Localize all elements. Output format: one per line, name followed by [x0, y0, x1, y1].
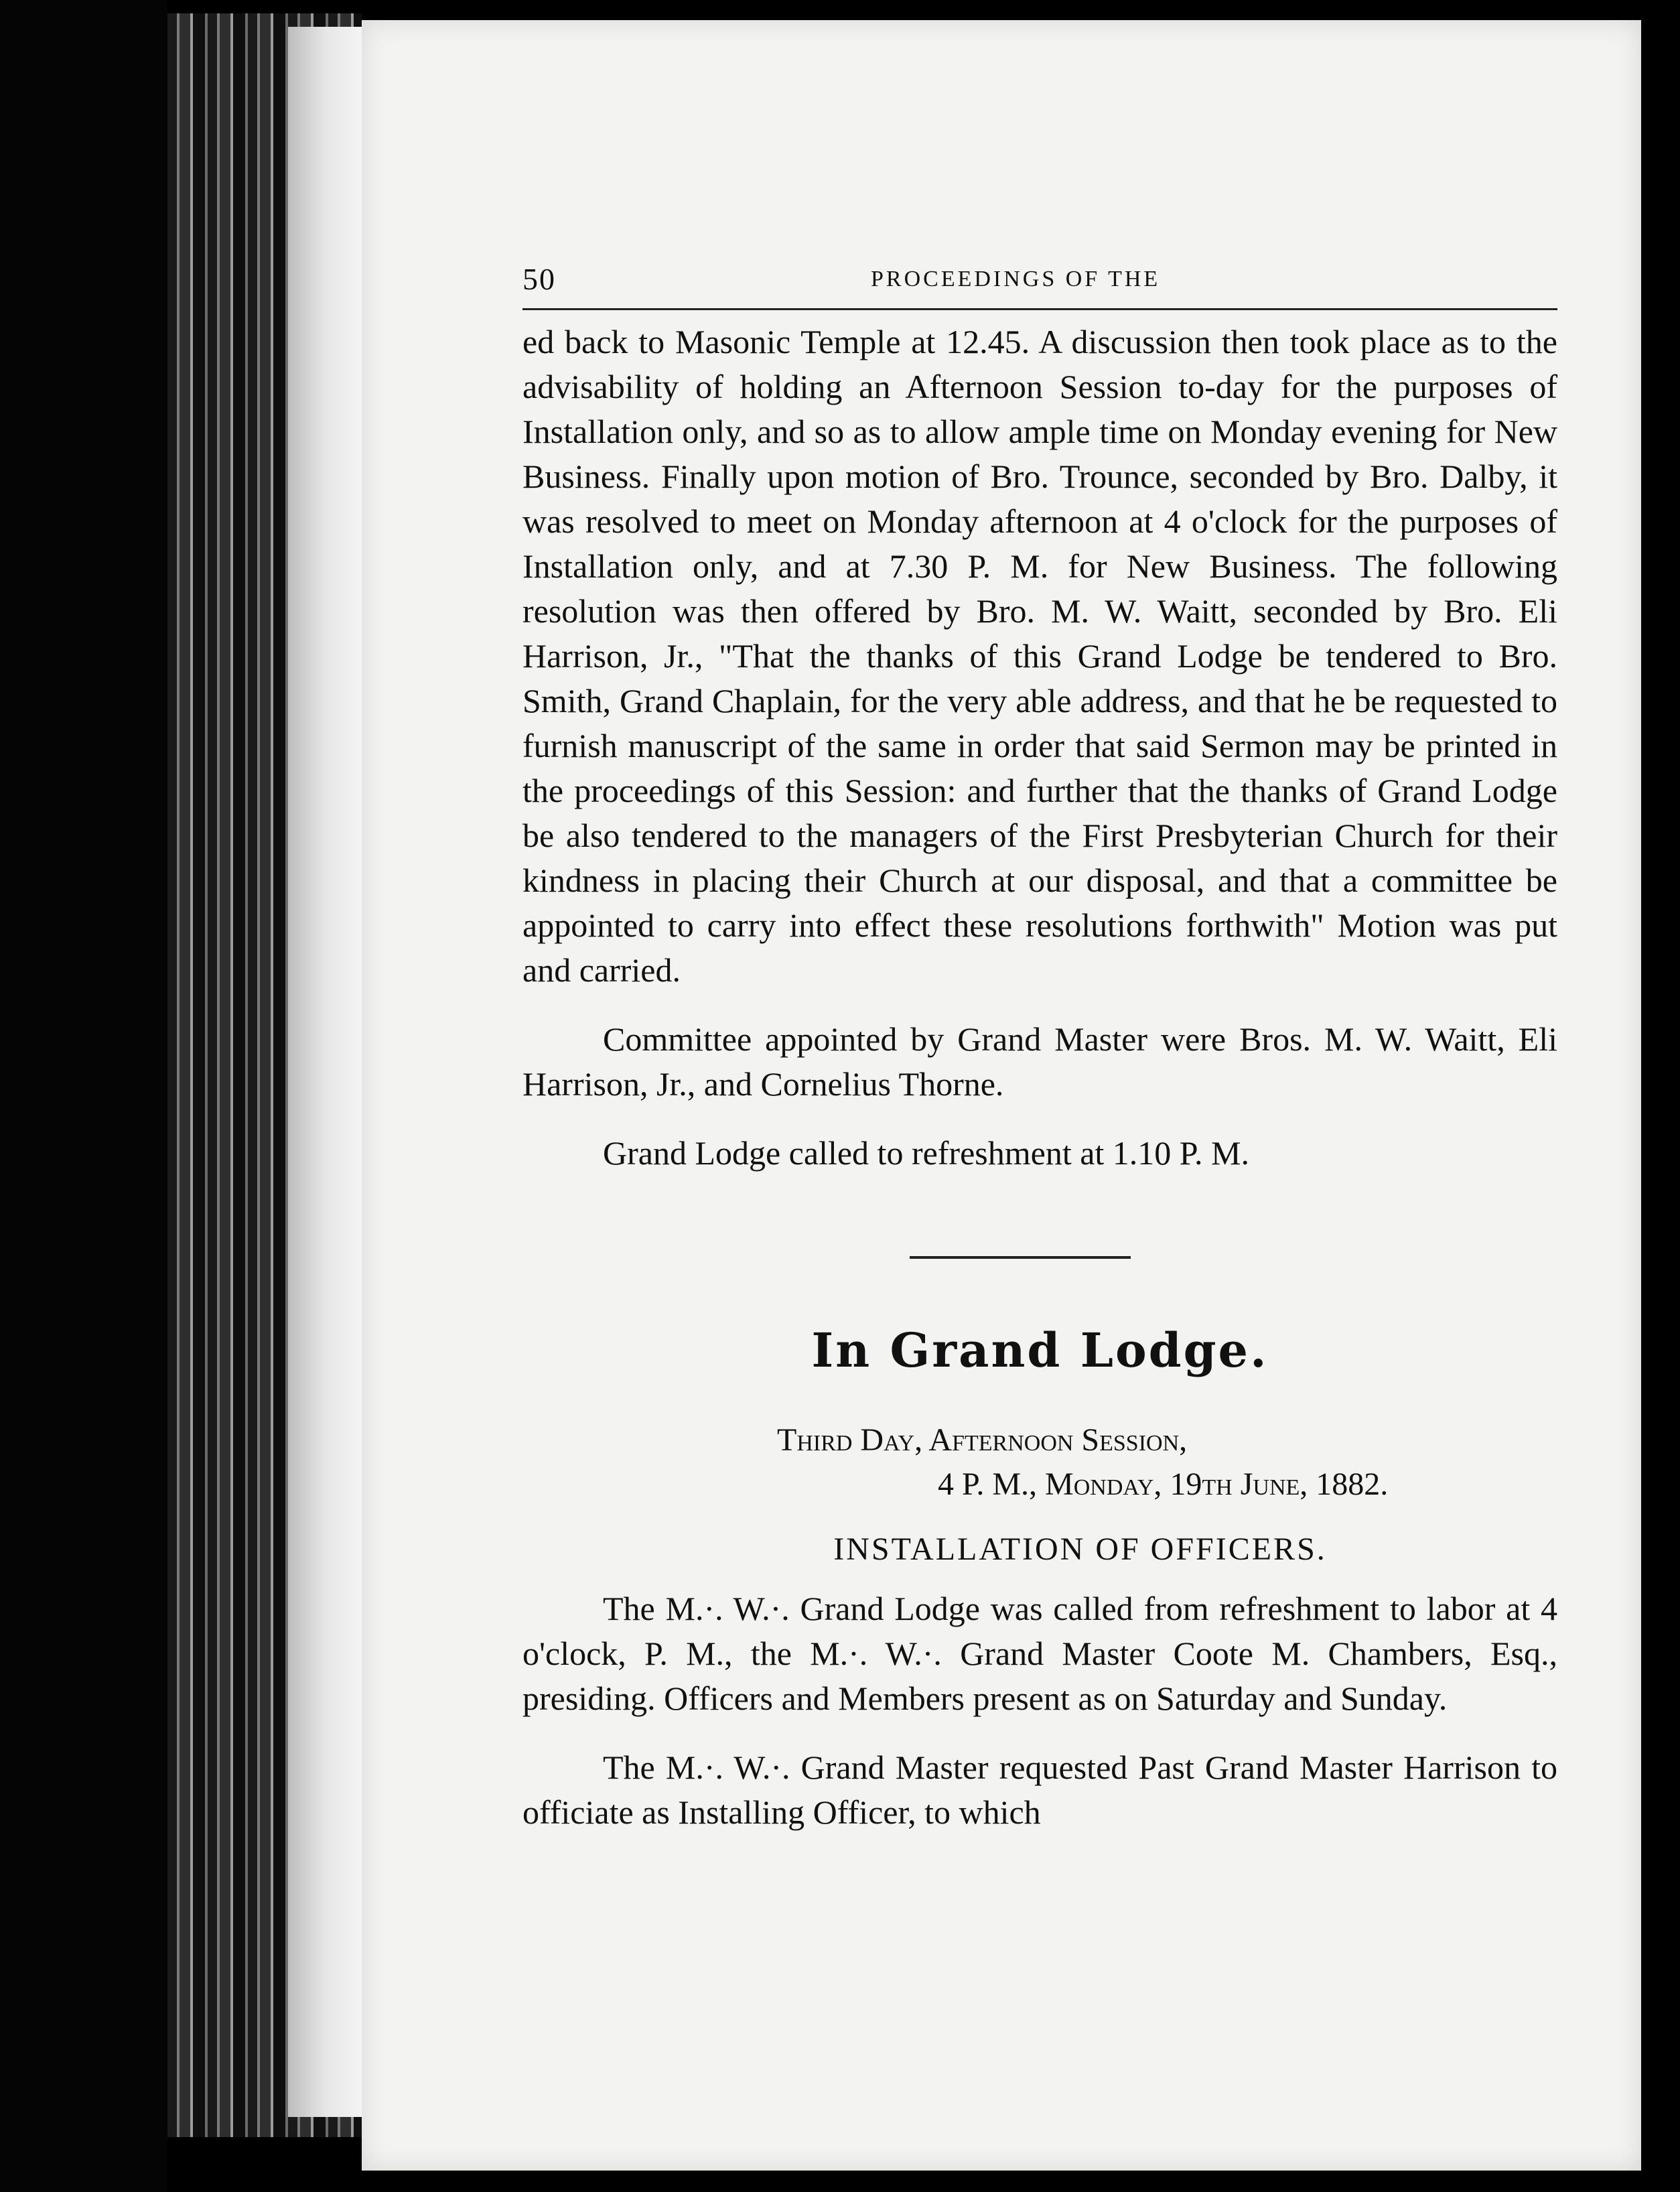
header-rule	[522, 308, 1557, 310]
scan-margin	[0, 0, 167, 2192]
paragraph-4: The M.·. W.·. Grand Lodge was called from refreshment to labor at 4 o'clock, P. M., the M.·. W.·. Grand Master Coote M. Chambers, Esq., presiding. Officers and Members present as on Saturday and Sunday.	[522, 1590, 1557, 1717]
page-content	[522, 261, 1557, 1835]
section-heading: In Grand Lodge.	[811, 1322, 1269, 1378]
paragraph-3: Grand Lodge called to refreshment at 1.10 P. M.	[603, 1134, 1250, 1172]
section-divider	[910, 1256, 1131, 1259]
scan-right-margin	[1641, 0, 1680, 2192]
session-line-1: Third Day, Afternoon Session,	[777, 1422, 1188, 1458]
page-number: 50	[522, 262, 556, 296]
paragraph-1: ed back to Masonic Temple at 12.45. A discussion then took place as to the advisability of holding an Afternoon Session to-day for the purposes of Installation only, and so as to allow ample time on Monday evening for New Business. Finally upon motion of Bro. Trounce, seconded by Bro. Dalby, it was resolved to meet on Monday afternoon at 4 o'clock for the purposes of Installation only, and at 7.30 P. M. for New Business. The following resolution was then offered by Bro. M. W. Waitt, seconded by Bro. Eli Harrison, Jr., "That the thanks of this Grand Lodge be tendered to Bro. Smith, Grand Chaplain, for the very able address, and that he be requested to furnish manuscript of the same in order that said Sermon may be printed in the proceedings of this Session: and further that the thanks of Grand Lodge be also tendered to the managers of the First Presbyterian Church for their kindness in placing their Church at our disposal, and that a committee be appointed to carry into effect these resolutions forthwith" Motion was put and carried.	[522, 323, 1557, 989]
running-title: PROCEEDINGS OF THE	[871, 267, 1161, 291]
paragraph-5: The M.·. W.·. Grand Master requested Past Grand Master Harrison to officiate as Installing Officer, to which	[522, 1749, 1557, 1831]
session-line-2: 4 P. M., Monday, 19th June, 1882.	[938, 1466, 1389, 1502]
paragraph-2: Committee appointed by Grand Master were Bros. M. W. Waitt, Eli Harrison, Jr., and Cornelius Thorne.	[522, 1020, 1557, 1103]
book-page-edges-light	[288, 27, 362, 2117]
running-head	[522, 261, 1557, 308]
installation-heading: INSTALLATION OF OFFICERS.	[833, 1531, 1327, 1567]
